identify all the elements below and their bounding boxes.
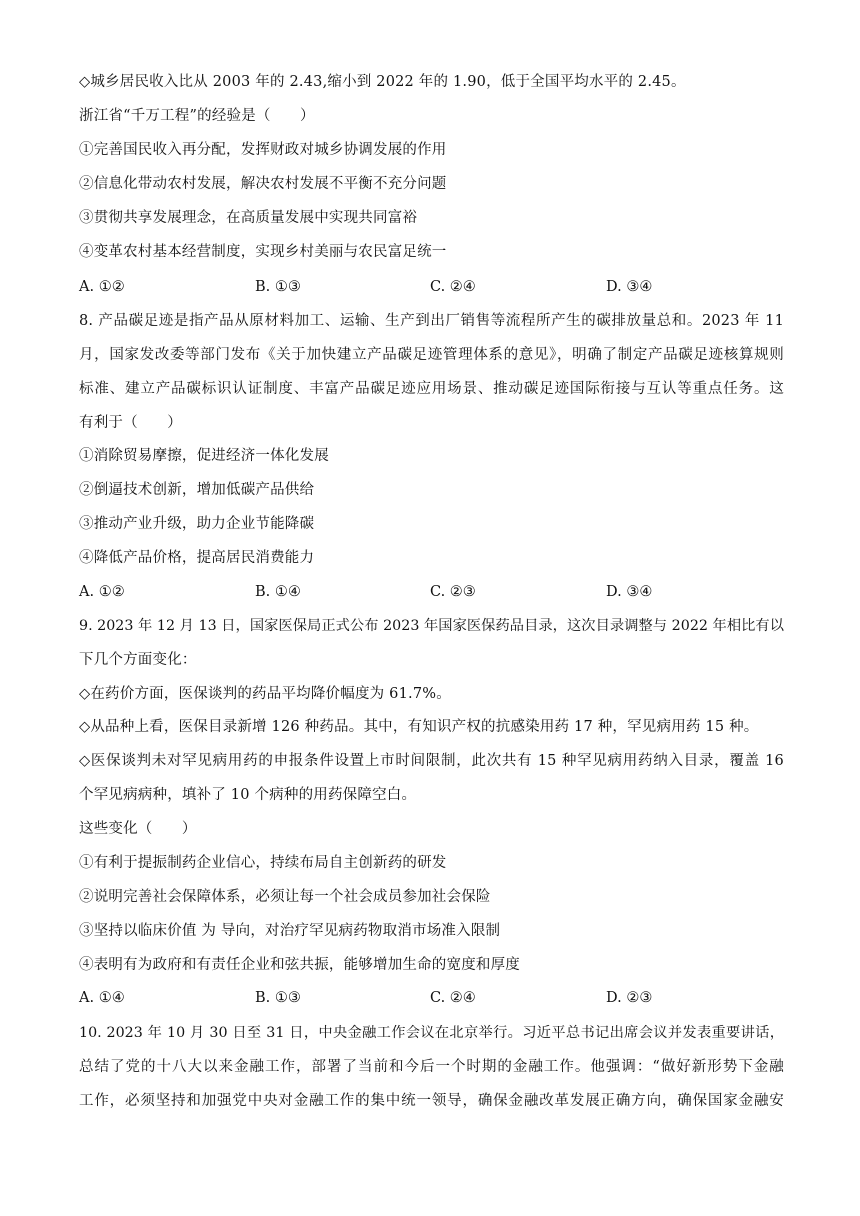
q8-line-2: 月，国家发改委等部门发布《关于加快建立产品碳足迹管理体系的意见》，明确了制定产品碳足迹核算规则 — [79, 347, 784, 363]
q9-stem: 这些变化（ ） — [79, 821, 197, 837]
q9-statement-3: ③坚持以临床价值 为 导向，对治疗罕见病药物取消市场准入限制 — [79, 923, 501, 939]
q8-statement-4: ④降低产品价格，提高居民消费能力 — [79, 550, 315, 566]
q9-bullet-3: ◇医保谈判未对罕见病用药的申报条件设置上市时间限制，此次共有 15 种罕见病用药纳入目录，覆盖 16 — [79, 753, 784, 769]
q7-stem: 浙江省“千万工程”的经验是（ ） — [79, 108, 315, 124]
q9-bullet-1: ◇在药价方面，医保谈判的药品平均降价幅度为 61.7%。 — [79, 686, 451, 702]
q8-statement-1: ①消除贸易摩擦，促进经济一体化发展 — [79, 448, 329, 464]
q7-statement-4: ④变革农村基本经营制度，实现乡村美丽与农民富足统一 — [79, 244, 447, 260]
q8-option-c[interactable]: C. ②③ — [430, 584, 476, 600]
q7-option-d[interactable]: D. ③④ — [606, 279, 653, 295]
q7-option-c[interactable]: C. ②④ — [430, 279, 476, 295]
q10-line-3: 工作，必须坚持和加强党中央对金融工作的集中统一领导，确保金融改革发展正确方向，确保国家金融安 — [79, 1093, 784, 1109]
q10-line-2: 总结了党的十八大以来金融工作，部署了当前和今后一个时期的金融工作。他强调：“做好新形势下金融 — [79, 1059, 784, 1075]
q9-line-1: 9. 2023 年 12 月 13 日，国家医保局正式公布 2023 年国家医保药品目录，这次目录调整与 2022 年相比有以 — [79, 618, 784, 634]
q8-statement-3: ③推动产业升级，助力企业节能降碳 — [79, 516, 315, 532]
q7-statement-3: ③贯彻共享发展理念，在高质量发展中实现共同富裕 — [79, 210, 418, 226]
q8-options — [79, 582, 784, 602]
q7-statement-2: ②信息化带动农村发展，解决农村发展不平衡不充分问题 — [79, 176, 447, 192]
q8-statement-2: ②倒逼技术创新，增加低碳产品供给 — [79, 482, 315, 498]
q7-statement-1: ①完善国民收入再分配，发挥财政对城乡协调发展的作用 — [79, 142, 447, 158]
q8-option-d[interactable]: D. ③④ — [606, 584, 653, 600]
q8-line-1: 8. 产品碳足迹是指产品从原材料加工、运输、生产到出厂销售等流程所产生的碳排放量总和。2023 年 11 — [79, 313, 784, 329]
q7-option-a[interactable]: A. ①② — [79, 279, 125, 295]
q9-bullet-3-cont: 个罕见病病种，填补了 10 个病种的用药保障空白。 — [79, 787, 417, 803]
q7-options — [79, 277, 784, 297]
q9-line-2: 下几个方面变化： — [79, 652, 197, 668]
q9-option-a[interactable]: A. ①④ — [79, 990, 125, 1006]
q9-option-b[interactable]: B. ①③ — [255, 990, 301, 1006]
q9-statement-4: ④表明有为政府和有责任企业和弦共振，能够增加生命的宽度和厚度 — [79, 957, 520, 973]
q9-option-d[interactable]: D. ②③ — [606, 990, 653, 1006]
q7-tail-line: ◇城乡居民收入比从 2003 年的 2.43,缩小到 2022 年的 1.90，低于全国平均水平的 2.45。 — [79, 74, 686, 90]
q8-option-b[interactable]: B. ①④ — [255, 584, 301, 600]
q7-option-b[interactable]: B. ①③ — [255, 279, 301, 295]
q9-statement-1: ①有利于提振制药企业信心，持续布局自主创新药的研发 — [79, 855, 447, 871]
q9-options — [79, 988, 784, 1008]
q8-option-a[interactable]: A. ①② — [79, 584, 125, 600]
q8-line-4: 有利于（ ） — [79, 415, 182, 431]
q9-bullet-2: ◇从品种上看，医保目录新增 126 种药品。其中，有知识产权的抗感染用药 17 种，罕见病用药 15 种。 — [79, 719, 759, 735]
q9-option-c[interactable]: C. ②④ — [430, 990, 476, 1006]
q8-line-3: 标准、建立产品碳标识认证制度、丰富产品碳足迹应用场景、推动碳足迹国际衔接与互认等重点任务。这 — [79, 381, 784, 397]
q10-line-1: 10. 2023 年 10 月 30 日至 31 日，中央金融工作会议在北京举行。习近平总书记出席会议并发表重要讲话， — [79, 1025, 784, 1041]
q9-statement-2: ②说明完善社会保障体系，必须让每一个社会成员参加社会保险 — [79, 889, 491, 905]
